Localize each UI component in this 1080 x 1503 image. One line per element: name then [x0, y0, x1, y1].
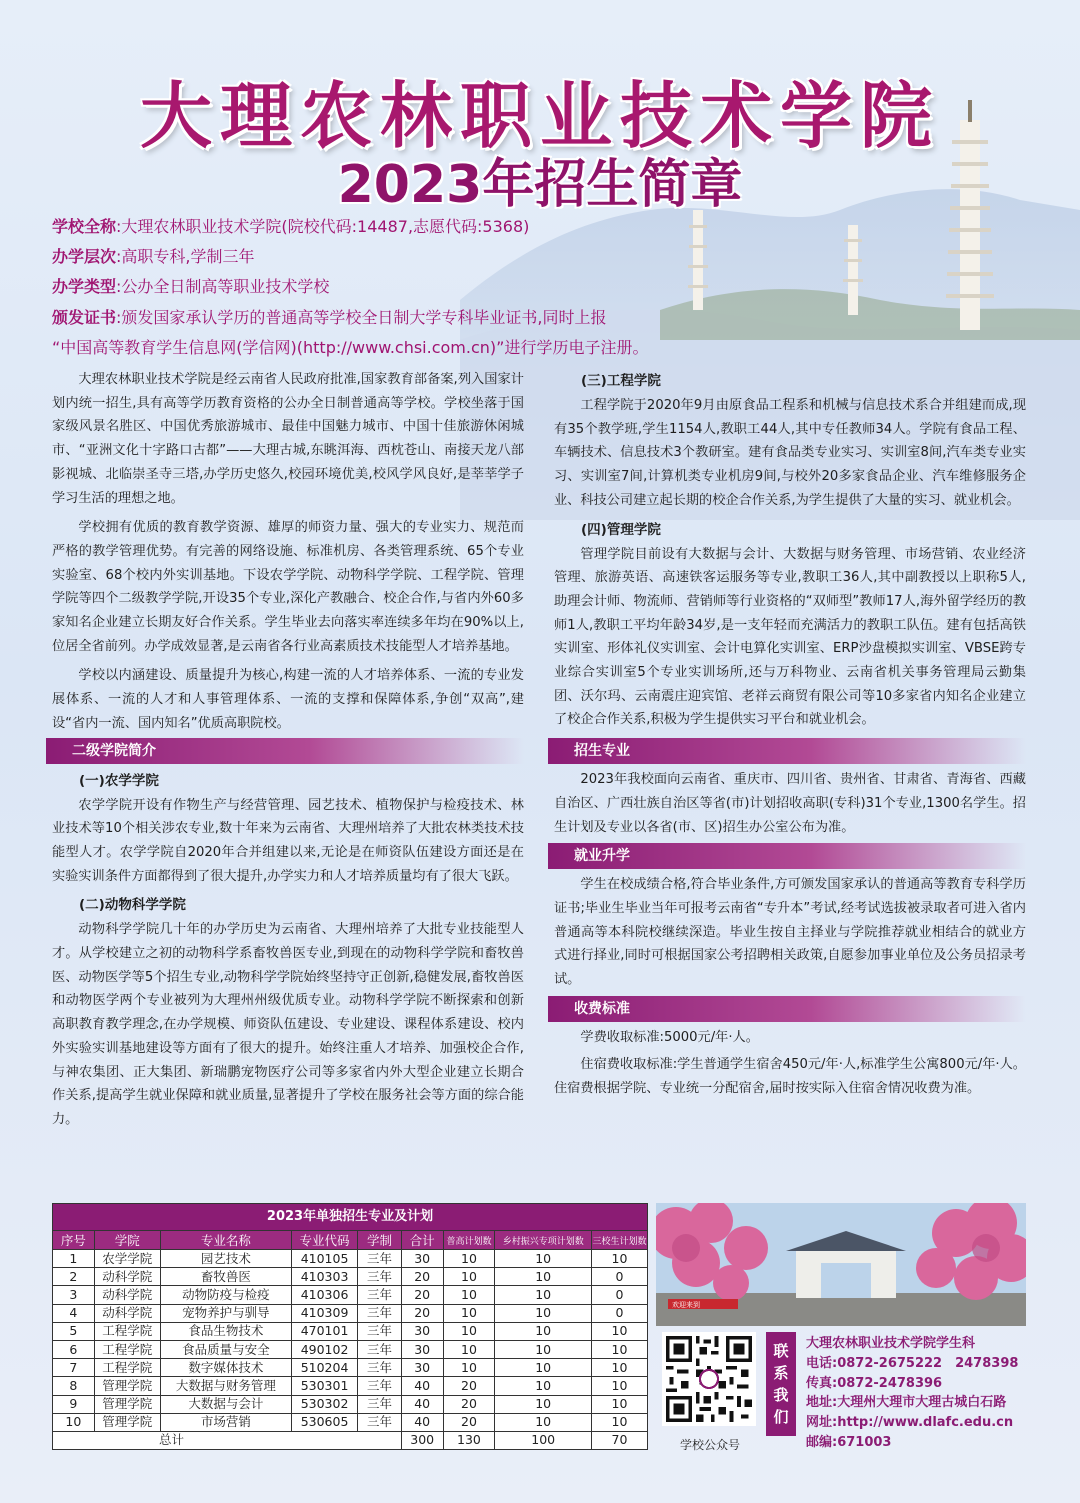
- tuition-text: 学费收取标准:5000元/年·人。: [580, 1029, 759, 1045]
- table-cell: 10: [495, 1413, 592, 1431]
- table-cell: 大数据与财务管理: [160, 1377, 291, 1395]
- table-cell: 7: [53, 1359, 95, 1377]
- table-cell: 数字媒体技术: [160, 1359, 291, 1377]
- table-cell: 410309: [292, 1304, 358, 1322]
- table-cell: 工程学院: [94, 1322, 160, 1340]
- animal-college-text: 动物科学学院几十年的办学历史为云南省、大理州培养了大批专业技能型人才。从学校建立之初的动物科学系畜牧兽医专业,到现在的动物科学学院和畜牧兽医、动物医学等5个招生专业,动物科学学院始终坚持守正创新,稳健发展,畜牧兽医和动物医学两个专业被列为大理州州级优质专业。动物科学学院不断探索和创新高职教育教学理念,在办学规模、师资队伍建设、专业建设、课程体系建设、校内外实验实训基地建设等方面有了很大的提升。始终注重人才培养、加强校企合作,与神农集团、正大集团、新瑞鹏宠物医疗公司等多家省内外大型企业建立长期合作关系,提高学生就业保障和就业质量,显著提升了学校在服务社会等方面的综合能力。: [52, 922, 524, 1127]
- table-cell: 市场营销: [160, 1413, 291, 1431]
- table-cell: 410105: [292, 1250, 358, 1268]
- table-total-row: [53, 1431, 648, 1449]
- info-key: 办学类型: [52, 277, 117, 296]
- table-cell: 动科学院: [94, 1304, 160, 1322]
- table-cell: 动物防疫与检疫: [160, 1286, 291, 1304]
- contact-us-tag: [766, 1332, 796, 1436]
- info-value: 公办全日制高等职业技术学校: [121, 277, 330, 296]
- intro-paragraph: 学校拥有优质的教育教学资源、雄厚的师资力量、强大的专业实力、规范而严格的教学管理优势。有完善的网络设施、标准机房、各类管理系统、65个专业实验室、68个校内外实训基地。下设农学学院、动物科学学院、工程学院、管理学院等四个二级教学学院,开设35个专业,深化产教融合、校企合作,与省内外60多家知名企业建立长期友好合作关系。学生毕业去向落实率连续多年均在90%以上,位居全省前列。办学成效显著,是云南省各行业高素质技术技能型人才培养基地。: [52, 520, 524, 654]
- table-cell: 食品生物技术: [160, 1322, 291, 1340]
- intro-paragraph: 大理农林职业技术学院是经云南省人民政府批准,国家教育部备案,列入国家计划内统一招生,具有高等学历教育资格的公办全日制普通高等学校。学校坐落于国家级风景名胜区、中国优秀旅游城市、最佳中国魅力城市、中国十佳旅游休闲城市、“亚洲文化十字路口古都”——大理古城,东眺洱海、西枕苍山、南接天龙八部影视城、北临崇圣寺三塔,办学历史悠久,校园环境优美,校风学风良好,是莘莘学子学习生活的理想之地。: [52, 372, 524, 506]
- small-pagoda-image: [840, 215, 866, 315]
- table-cell: 工程学院: [94, 1340, 160, 1358]
- agri-college-title: (一)农学学院: [79, 772, 159, 789]
- table-cell: 10: [495, 1322, 592, 1340]
- career-text: 学生在校成绩合格,符合毕业条件,方可颁发国家承认的普通高等教育专科学历证书;毕业生毕业当年可报考云南省“专升本”考试,经考试选拔被录取者可进入省内普通高等本科院校继续深造。毕业生按自主择业与学院推荐就业相结合的就业方式进行择业,同时可根据国家公考招聘相关政策,自愿参加事业单位及公务员招录考试。: [554, 877, 1026, 988]
- table-cell: 410306: [292, 1286, 358, 1304]
- brochure-subtitle: 2023年招生简章: [337, 155, 743, 215]
- table-cell: 三年: [358, 1286, 402, 1304]
- total-cell: 100: [495, 1431, 592, 1449]
- table-cell: 10: [495, 1250, 592, 1268]
- table-cell: 10: [592, 1395, 648, 1413]
- table-cell: 10: [495, 1340, 592, 1358]
- table-cell: 10: [592, 1340, 648, 1358]
- total-cell: 130: [443, 1431, 495, 1449]
- table-cell: 食品质量与安全: [160, 1340, 291, 1358]
- info-value: 大理农林职业技术学院(院校代码:14487,志愿代码:5368): [121, 217, 530, 236]
- table-cell: 三年: [358, 1413, 402, 1431]
- contact-website[interactable]: 网址:http://www.dlafc.edu.cn: [806, 1415, 1014, 1431]
- column-header: 普高计划数: [443, 1231, 495, 1250]
- info-line-level: 办学层次:高职专科,学制三年: [52, 247, 255, 266]
- contact-org: 大理农林职业技术学院学生科: [806, 1336, 976, 1351]
- table-cell: 8: [53, 1377, 95, 1395]
- table-cell: 10: [495, 1359, 592, 1377]
- info-value: 高职专科,学制三年: [121, 247, 255, 266]
- agri-college-text: 农学学院开设有作物生产与经营管理、园艺技术、植物保护与检疫技术、林业技术等10个相关涉农专业,数十年来为云南省、大理州培养了大批农林类技术技能型人才。农学学院自2020年合并组建以来,无论是在师资队伍建设方面还是在实验实训条件方面都得到了很大提升,办学实力和人才培养质量均有了很大飞跃。: [52, 797, 524, 884]
- table-cell: 动科学院: [94, 1268, 160, 1286]
- table-cell: 30: [401, 1359, 443, 1377]
- contact-address: 地址:大理州大理市大理古城白石路: [806, 1395, 1007, 1411]
- school-title: 大理农林职业技术学院: [139, 73, 940, 158]
- engineering-college-title: (三)工程学院: [581, 373, 661, 389]
- table-cell: 宠物养护与驯导: [160, 1304, 291, 1322]
- table-cell: 10: [495, 1304, 592, 1322]
- contact-phone[interactable]: 电话:0872-2675222 2478398: [806, 1355, 1019, 1371]
- table-cell: 10: [53, 1413, 95, 1431]
- table-cell: 20: [443, 1395, 495, 1413]
- table-cell: 2: [53, 1268, 95, 1286]
- contact-fax: 传真:0872-2478396: [806, 1375, 943, 1391]
- column-header: 专业名称: [160, 1231, 291, 1250]
- table-cell: 30: [401, 1250, 443, 1268]
- column-header: 学制: [358, 1231, 402, 1250]
- column-header: 专业代码: [292, 1231, 358, 1250]
- table-cell: 农学学院: [94, 1250, 160, 1268]
- table-cell: 530302: [292, 1395, 358, 1413]
- table-cell: 4: [53, 1304, 95, 1322]
- column-header: 三校生计划数: [592, 1231, 648, 1250]
- table-row: [53, 1322, 648, 1340]
- table-row: [53, 1340, 648, 1358]
- table-cell: 40: [401, 1395, 443, 1413]
- table-cell: 10: [592, 1250, 648, 1268]
- table-cell: 6: [53, 1340, 95, 1358]
- left-column: [52, 368, 524, 1132]
- column-header: 合计: [401, 1231, 443, 1250]
- table-cell: 三年: [358, 1268, 402, 1286]
- table-row: [53, 1377, 648, 1395]
- table-cell: 470101: [292, 1322, 358, 1340]
- table-cell: 管理学院: [94, 1395, 160, 1413]
- table-caption: 2023年单独招生专业及计划: [52, 1203, 648, 1230]
- contact-tag-text: 联系我们: [773, 1342, 789, 1426]
- table-cell: 10: [443, 1250, 495, 1268]
- table-cell: 10: [592, 1322, 648, 1340]
- info-value: “中国高等教育学生信息网(学信网)(http://www.chsi.com.cn)”进行学历电子注册。: [52, 338, 649, 357]
- intro-paragraph: 学校以内涵建设、质量提升为核心,构建一流的人才培养体系、一流的专业发展体系、一流的人才和人事管理体系、一流的支撑和保障体系,争创“双高”,建设“省内一流、国内知名”优质高职院校。: [52, 668, 524, 731]
- section-header-colleges: 二级学院简介: [46, 738, 524, 764]
- table-cell: 动科学院: [94, 1286, 160, 1304]
- table-cell: 管理学院: [94, 1377, 160, 1395]
- table-cell: 畜牧兽医: [160, 1268, 291, 1286]
- contact-info: [806, 1334, 1018, 1453]
- info-line-certificate: 颁发证书:颁发国家承认学历的普通高等学校全日制大学专科毕业证书,同时上报: [52, 308, 607, 327]
- table-cell: 10: [443, 1322, 495, 1340]
- right-column: [554, 368, 1026, 1101]
- table-cell: 10: [495, 1395, 592, 1413]
- table-cell: 三年: [358, 1322, 402, 1340]
- table-header-row: [53, 1231, 648, 1250]
- table-cell: 三年: [358, 1377, 402, 1395]
- total-label: 总计: [53, 1431, 402, 1449]
- info-value: 颁发国家承认学历的普通高等学校全日制大学专科毕业证书,同时上报: [121, 308, 607, 327]
- table-cell: 20: [401, 1304, 443, 1322]
- table-cell: 10: [592, 1413, 648, 1431]
- table-cell: 三年: [358, 1250, 402, 1268]
- table-row: [53, 1395, 648, 1413]
- table-cell: 10: [443, 1268, 495, 1286]
- table-cell: 3: [53, 1286, 95, 1304]
- table-cell: 530605: [292, 1413, 358, 1431]
- management-college-text: 管理学院目前设有大数据与会计、大数据与财务管理、市场营销、农业经济管理、旅游英语、高速铁客运服务等专业,教职工36人,其中副教授以上职称5人,助理会计师、物流师、营销师等行业资格的“双师型”教师17人,海外留学经历的教师1人,教职工平均年龄34岁,是一支年轻而充满活力的教职工队伍。建有包括高铁实训室、形体礼仪实训室、会计电算化实训室、ERP沙盘模拟实训室、VBSE跨专业综合实训室5个专业实训场所,还与万科物业、云南省机关事务管理局云勤集团、沃尔玛、云南震庄迎宾馆、老祥云商贸有限公司等10多家省内知名企业建立了校企合作关系,积极为学生提供实习平台和就业机会。: [554, 546, 1026, 728]
- table-row: [53, 1413, 648, 1431]
- enrollment-text: 2023年我校面向云南省、重庆市、四川省、贵州省、甘肃省、青海省、西藏自治区、广西壮族自治区等省(市)计划招收高职(专科)31个专业,1300名学生。招生计划及专业以各省(市、区)招生办公室公布为准。: [554, 772, 1026, 835]
- table-cell: 10: [495, 1377, 592, 1395]
- table-cell: 5: [53, 1322, 95, 1340]
- table-row: [53, 1304, 648, 1322]
- table-row: [53, 1250, 648, 1268]
- qr-caption: 学校公众号: [679, 1438, 740, 1452]
- table-cell: 管理学院: [94, 1413, 160, 1431]
- table-row: [53, 1286, 648, 1304]
- table-cell: 10: [443, 1359, 495, 1377]
- table-cell: 10: [443, 1304, 495, 1322]
- management-college-title: (四)管理学院: [581, 521, 661, 538]
- table-cell: 10: [495, 1268, 592, 1286]
- section-header-career: 就业升学: [548, 843, 1026, 869]
- animal-college-title: (二)动物科学学院: [79, 897, 186, 914]
- total-cell: 70: [592, 1431, 648, 1449]
- table-cell: 0: [592, 1268, 648, 1286]
- table-row: [53, 1359, 648, 1377]
- table-cell: 三年: [358, 1359, 402, 1377]
- info-line-certificate-cont: [52, 335, 648, 358]
- table-cell: 410303: [292, 1268, 358, 1286]
- info-key: 办学层次: [52, 247, 117, 266]
- table-cell: 40: [401, 1413, 443, 1431]
- table-cell: 1: [53, 1250, 95, 1268]
- qr-code-image[interactable]: [662, 1332, 756, 1426]
- table-cell: 10: [443, 1340, 495, 1358]
- table-row: [53, 1268, 648, 1286]
- table-cell: 30: [401, 1322, 443, 1340]
- section-header-enrollment: 招生专业: [548, 738, 1026, 764]
- engineering-college-text: 工程学院于2020年9月由原食品工程系和机械与信息技术系合并组建而成,现有35个教学班,学生1154人,教职工44人,其中专任教师34人。学院有食品工程、车辆技术、信息技术3个教研室。建有食品类专业实习、实训室8间,汽车类专业实习、实训室7间,计算机类专业机房9间,与校外20多家食品企业、汽车维修服务企业、科技公司建立起长期的校企合作关系,为学生提供了大量的实习、就业机会。: [554, 398, 1026, 508]
- table-cell: 工程学院: [94, 1359, 160, 1377]
- table-cell: 10: [495, 1286, 592, 1304]
- column-header: 乡村振兴专项计划数: [495, 1231, 592, 1250]
- table-cell: 三年: [358, 1304, 402, 1322]
- table-cell: 490102: [292, 1340, 358, 1358]
- table-cell: 30: [401, 1340, 443, 1358]
- info-line-type: 办学类型:公办全日制高等职业技术学校: [52, 277, 330, 296]
- info-key: 颁发证书: [52, 308, 117, 327]
- table-cell: 大数据与会计: [160, 1395, 291, 1413]
- table-cell: 9: [53, 1395, 95, 1413]
- info-line-fullname: 学校全称:大理农林职业技术学院(院校代码:14487,志愿代码:5368): [52, 217, 530, 236]
- info-key: 学校全称: [52, 217, 117, 236]
- table-cell: 10: [443, 1286, 495, 1304]
- table-cell: 三年: [358, 1340, 402, 1358]
- column-header: 序号: [53, 1231, 95, 1250]
- table-cell: 40: [401, 1377, 443, 1395]
- table-cell: 三年: [358, 1395, 402, 1413]
- table-cell: 510204: [292, 1359, 358, 1377]
- enrollment-plan-table: [52, 1203, 648, 1450]
- table-cell: 530301: [292, 1377, 358, 1395]
- table-cell: 20: [401, 1268, 443, 1286]
- table-cell: 20: [443, 1413, 495, 1431]
- table-cell: 园艺技术: [160, 1250, 291, 1268]
- total-cell: 300: [401, 1431, 443, 1449]
- column-header: 学院: [94, 1231, 160, 1250]
- campus-gate-photo: [656, 1203, 1026, 1326]
- table-cell: 20: [443, 1377, 495, 1395]
- photo-banner-text: 欢迎来到: [672, 1301, 700, 1309]
- dorm-fee-text: 住宿费收取标准:学生普通学生宿舍450元/年·人,标准学生公寓800元/年·人。住宿费根据学院、专业统一分配宿舍,届时按实际入住宿舍情况收费为准。: [554, 1057, 1026, 1097]
- table-cell: 0: [592, 1286, 648, 1304]
- contact-postcode: 邮编:671003: [806, 1434, 892, 1450]
- table-cell: 10: [592, 1377, 648, 1395]
- table-cell: 0: [592, 1304, 648, 1322]
- table-cell: 20: [401, 1286, 443, 1304]
- table-cell: 10: [592, 1359, 648, 1377]
- section-header-fees: 收费标准: [548, 996, 1026, 1022]
